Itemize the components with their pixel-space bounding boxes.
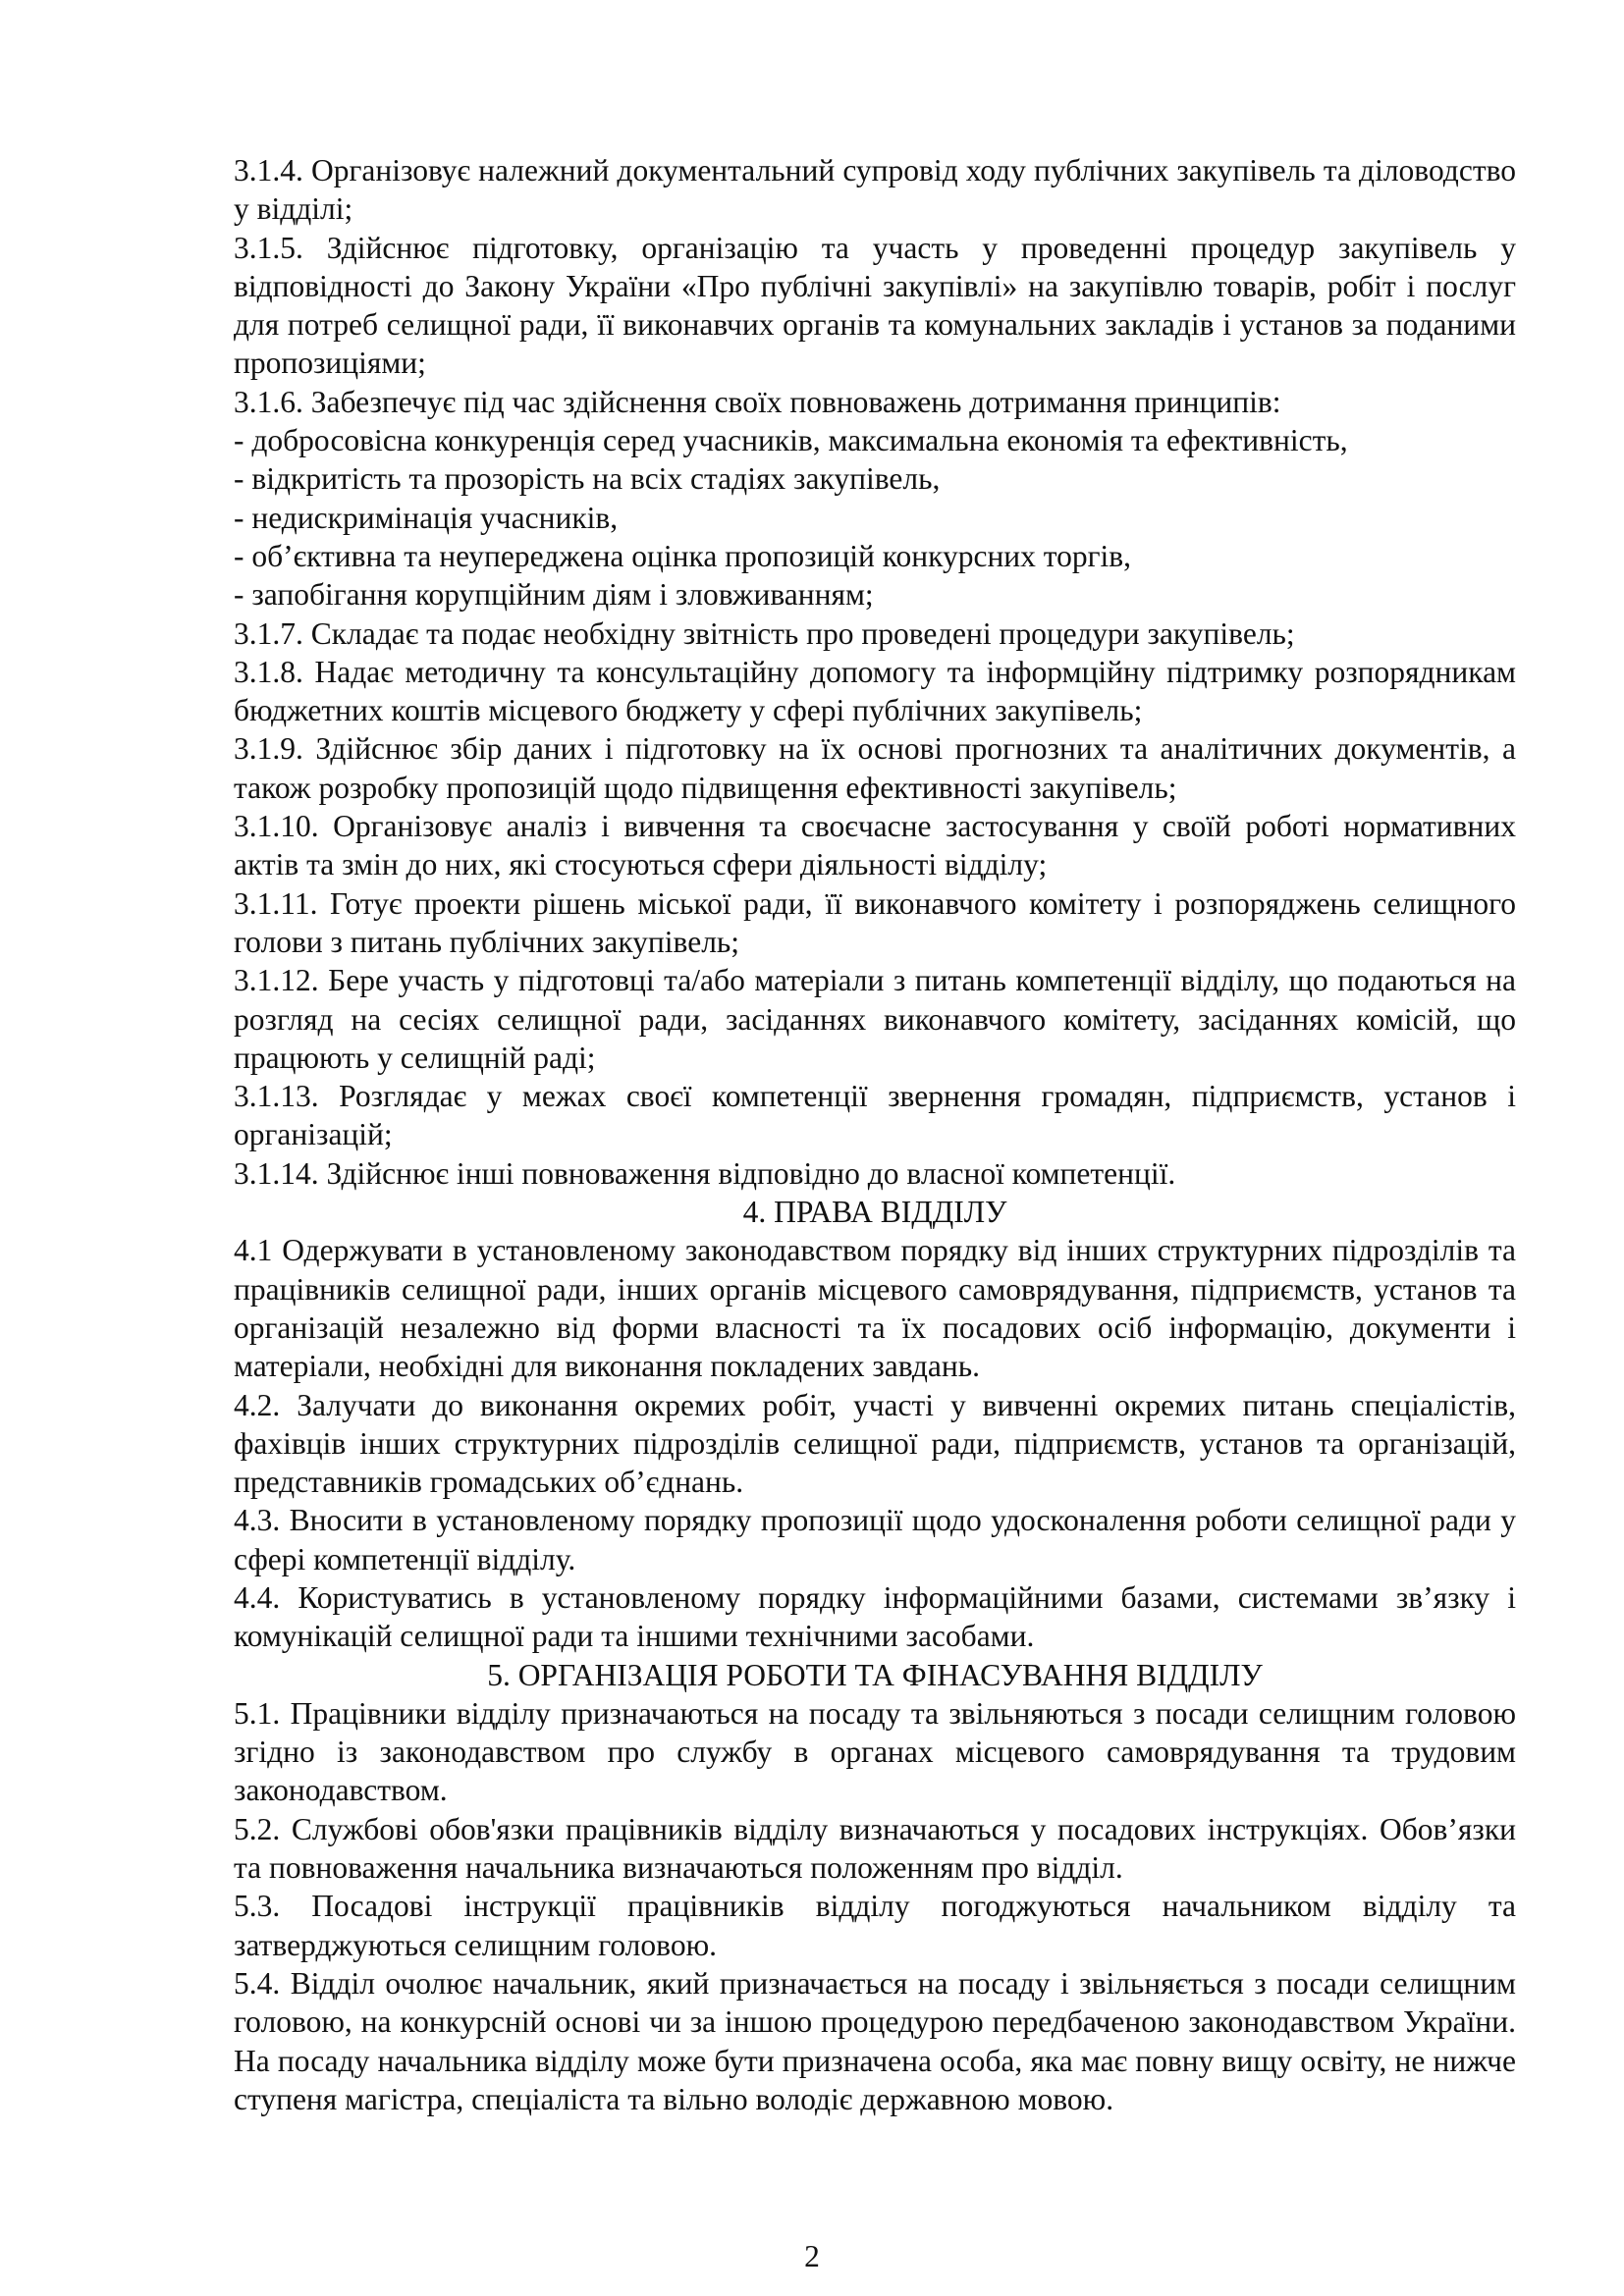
- clause-3-1-8: 3.1.8. Надає методичну та консультаційну допомогу та інформційну підтримку розпорядникам бюджетних коштів місцевого бюджету у сфері публічних закупівель;: [234, 654, 1516, 728]
- section-4-heading: 4. ПРАВА ВІДДІЛУ: [742, 1195, 1007, 1230]
- clause-4-4: 4.4. Користуватись в установленому порядку інформаційними базами, системами зв’язку і комунікацій селищної ради та іншими технічними засобами.: [234, 1579, 1516, 1654]
- clause-5-2: 5.2. Службові обов'язки працівників відділу визначаються у посадових інструкціях. Обов’язки та повноваження начальника визначаються положенням про відділ.: [234, 1811, 1516, 1886]
- clause-4-1: 4.1 Одержувати в установленому законодавством порядку від інших структурних підрозділів та працівників селищної ради, інших органів місцевого самоврядування, підприємств, установ та організацій незалежно від форми власності та їх посадових осіб інформацію, документи і матеріали, необхідні для виконання покладених завдань.: [234, 1233, 1516, 1384]
- clause-4-2: 4.2. Залучати до виконання окремих робіт, участі у вивченні окремих питань спеціалістів, фахівців інших структурних підрозділів селищної ради, підприємств, установ та організацій, представників громадських об’єднань.: [234, 1387, 1516, 1500]
- clause-5-1: 5.1. Працівники відділу призначаються на посаду та звільняються з посади селищним головою згідно із законодавством про службу в органах місцевого самоврядування та трудовим законодавством.: [234, 1695, 1516, 1808]
- clause-5-4: 5.4. Відділ очолює начальник, який призначається на посаду і звільняється з посади селищним головою, на конкурсній основі чи за іншою процедурою передбаченою законодавством України. На посаду начальника відділу може бути призначена особа, яка має повну вищу освіту, не нижче ступеня магістра, спеціаліста та вільно володіє державною мовою.: [234, 1965, 1516, 2116]
- clause-3-1-6: 3.1.6. Забезпечує під час здійснення своїх повноважень дотримання принципів:: [234, 384, 1281, 419]
- document-body: [234, 151, 1516, 2118]
- clause-5-3: 5.3. Посадові інструкції працівників відділу погоджуються начальником відділу та затверджуються селищним головою.: [234, 1889, 1516, 1962]
- clause-3-1-14: 3.1.14. Здійснює інші повноваження відповідно до власної компетенції.: [234, 1155, 1176, 1191]
- clause-3-1-7: 3.1.7. Складає та подає необхідну звітність про проведені процедури закупівель;: [234, 615, 1295, 651]
- principle-item: - запобігання корупційним діям і зловживанням;: [234, 577, 874, 613]
- principle-item: - недискримінація учасників,: [234, 500, 619, 535]
- clause-3-1-5: 3.1.5. Здійснює підготовку, організацію та участь у проведенні процедур закупівель у відповідності до Закону України «Про публічні закупівлі» на закупівлю товарів, робіт і послуг для потреб селищної ради, її виконавчих органів та комунальних закладів і установ за поданими пропозиціями;: [234, 230, 1516, 381]
- clause-4-3: 4.3. Вносити в установленому порядку пропозиції щодо удосконалення роботи селищної ради у сфері компетенції відділу.: [234, 1503, 1516, 1576]
- clause-3-1-4: 3.1.4. Організовує належний документальний супровід ходу публічних закупівель та діловодство у відділі;: [234, 153, 1516, 227]
- clause-3-1-11: 3.1.11. Готує проекти рішень міської ради, її виконавчого комітету і розпоряджень селищного голови з питань публічних закупівель;: [234, 885, 1516, 959]
- principle-item: - відкритість та прозорість на всіх стадіях закупівель,: [234, 461, 941, 497]
- principle-item: - добросовісна конкуренція серед учасників, максимальна економія та ефективність,: [234, 423, 1348, 458]
- section-5-heading: 5. ОРГАНІЗАЦІЯ РОБОТИ ТА ФІНАСУВАННЯ ВІДДІЛУ: [487, 1657, 1263, 1692]
- principle-item: - об’єктивна та неупереджена оцінка пропозицій конкурсних торгів,: [234, 538, 1132, 573]
- page-number: 2: [804, 2239, 820, 2273]
- clause-3-1-9: 3.1.9. Здійснює збір даних і підготовку на їх основі прогнозних та аналітичних документів, а також розробку пропозицій щодо підвищення ефективності закупівель;: [234, 731, 1516, 805]
- clause-3-1-13: 3.1.13. Розглядає у межах своєї компетенції звернення громадян, підприємств, установ і організацій;: [234, 1079, 1516, 1152]
- clause-3-1-12: 3.1.12. Бере участь у підготовці та/або матеріали з питань компетенції відділу, що подаються на розгляд на сесіях селищної ради, засіданнях виконавчого комітету, засіданнях комісій, що працюють у селищній раді;: [234, 963, 1516, 1075]
- clause-3-1-10: 3.1.10. Організовує аналіз і вивчення та своєчасне застосування у своїй роботі нормативних актів та змін до них, які стосуються сфери діяльності відділу;: [234, 809, 1516, 882]
